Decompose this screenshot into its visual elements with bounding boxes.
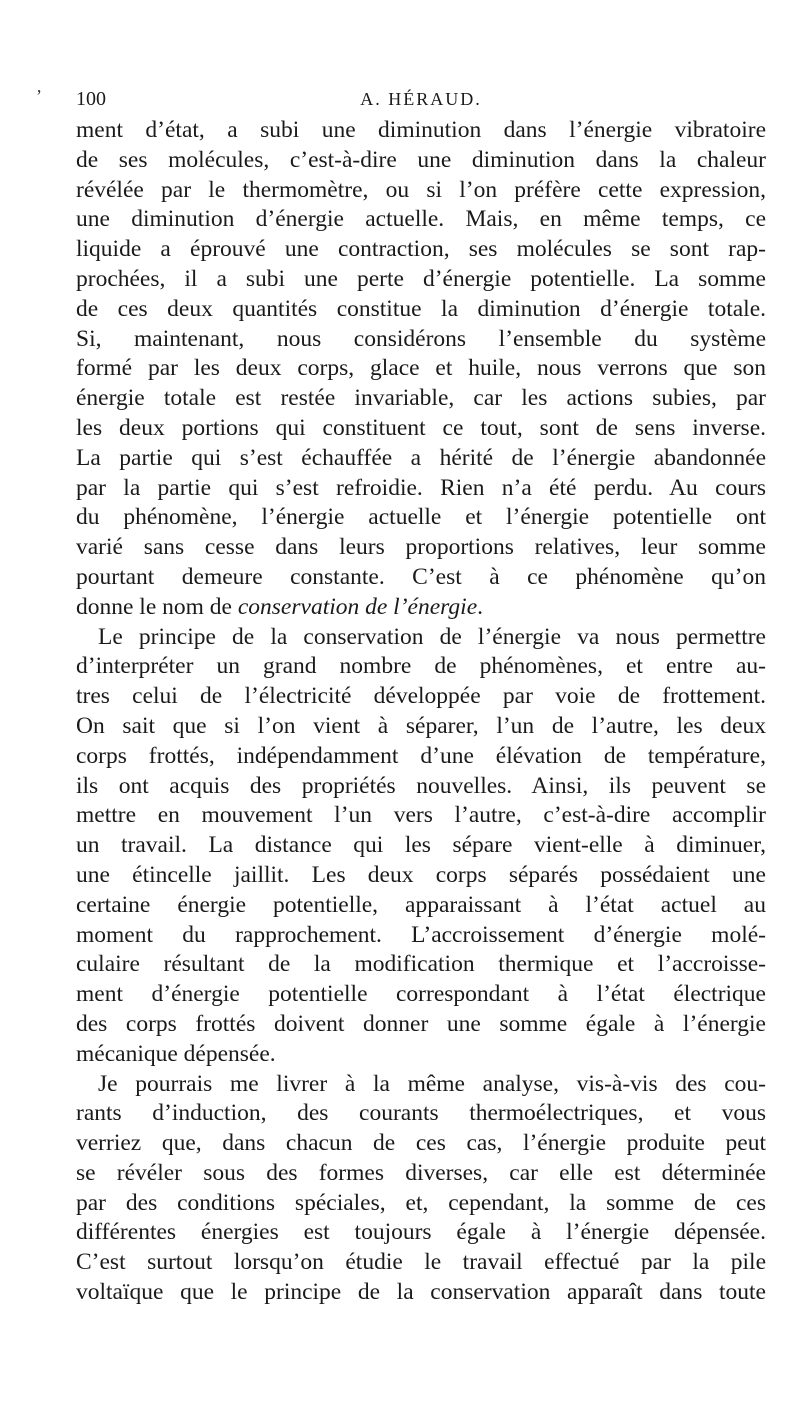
text-run: donne le nom de bbox=[76, 593, 238, 620]
text-line: énergie totale est restée invariable, car les actions subies, par bbox=[76, 385, 766, 412]
text-line: La partie qui s’est échauffée a hérité de l’énergie abandonnée bbox=[76, 444, 766, 471]
text-run: . bbox=[477, 593, 484, 620]
text-line: se révéler sous des formes diverses, car elle est déterminée bbox=[76, 1159, 766, 1186]
italic-term: conservation de l’énergie bbox=[237, 593, 478, 620]
text-line: On sait que si l’on vient à séparer, l’un de l’autre, les deux bbox=[76, 712, 766, 739]
text-line bbox=[76, 593, 766, 623]
text-line: du phénomène, l’énergie actuelle et l’énergie potentielle ont bbox=[76, 504, 766, 531]
text-line: par des conditions spéciales, et, cependant, la somme de ces bbox=[76, 1189, 766, 1216]
text-line: varié sans cesse dans leurs proportions relatives, leur somme bbox=[76, 534, 766, 561]
text-line: un travail. La distance qui les sépare vient-elle à diminuer, bbox=[76, 832, 766, 859]
text-line: Je pourrais me livrer à la même analyse, vis-à-vis des cou- bbox=[98, 1070, 766, 1097]
text-line: liquide a éprouvé une contraction, ses molécules se sont rap- bbox=[76, 236, 766, 263]
text-line: ment d’état, a subi une diminution dans l’énergie vibratoire bbox=[76, 117, 766, 143]
text-line: une diminution d’énergie actuelle. Mais, en même temps, ce bbox=[76, 206, 766, 233]
text-line: mécanique dépensée. bbox=[76, 1040, 276, 1067]
text-line: révélée par le thermomètre, ou si l’on préfère cette expression, bbox=[76, 176, 766, 203]
text-line: prochées, il a subi une perte d’énergie potentielle. La somme bbox=[76, 265, 766, 292]
text-line: ment d’énergie potentielle correspondant à l’état électrique bbox=[76, 981, 766, 1008]
text-line: des corps frottés doivent donner une somme égale à l’énergie bbox=[76, 1010, 766, 1037]
text-line: culaire résultant de la modification thermique et l’accroisse- bbox=[76, 951, 766, 978]
text-line: voltaïque que le principe de la conservation apparaît dans toute bbox=[76, 1279, 766, 1306]
text-line: Si, maintenant, nous considérons l’ensemble du système bbox=[76, 325, 766, 352]
paragraph-3 bbox=[76, 1070, 766, 1308]
text-line: les deux portions qui constituent ce tout, sont de sens inverse. bbox=[76, 414, 766, 441]
text-line: mettre en mouvement l’un vers l’autre, c’est-à-dire accomplir bbox=[76, 802, 766, 829]
page-number: 100 bbox=[76, 88, 106, 110]
running-title: A. HÉRAUD. bbox=[360, 89, 482, 109]
text-line: pourtant demeure constante. C’est à ce phénomène qu’on bbox=[76, 563, 766, 590]
text-line: de ses molécules, c’est-à-dire une diminution dans la chaleur bbox=[76, 146, 766, 173]
text-line: certaine énergie potentielle, apparaissant à l’état actuel au bbox=[76, 891, 766, 918]
text-line: rants d’induction, des courants thermoélectriques, et vous bbox=[76, 1100, 766, 1127]
margin-mark: ’ bbox=[36, 86, 42, 106]
body-text bbox=[76, 116, 766, 1308]
text-line: d’interpréter un grand nombre de phénomènes, et entre au- bbox=[76, 653, 766, 680]
text-line: formé par les deux corps, glace et huile, nous verrons que son bbox=[76, 355, 766, 382]
text-line: différentes énergies est toujours égale à l’énergie dépensée. bbox=[76, 1219, 766, 1246]
text-line: par la partie qui s’est refroidie. Rien n’a été perdu. Au cours bbox=[76, 474, 766, 501]
text-line: ils ont acquis des propriétés nouvelles. Ainsi, ils peuvent se bbox=[76, 772, 766, 799]
text-line: Le principe de la conservation de l’énergie va nous permettre bbox=[98, 623, 766, 650]
paragraph-2 bbox=[76, 623, 766, 1070]
page bbox=[76, 84, 766, 1308]
text-line: moment du rapprochement. L’accroissement d’énergie molé- bbox=[76, 921, 766, 948]
text-line: C’est surtout lorsqu’on étudie le travail effectué par la pile bbox=[76, 1249, 766, 1276]
text-line: de ces deux quantités constitue la diminution d’énergie totale. bbox=[76, 295, 766, 322]
paragraph-1 bbox=[76, 116, 766, 623]
running-head bbox=[76, 84, 766, 114]
text-line: corps frottés, indépendamment d’une élévation de température, bbox=[76, 742, 766, 769]
text-line: verriez que, dans chacun de ces cas, l’énergie produite peut bbox=[76, 1130, 766, 1157]
text-line: tres celui de l’électricité développée par voie de frottement. bbox=[76, 683, 766, 710]
text-line: une étincelle jaillit. Les deux corps séparés possédaient une bbox=[76, 861, 766, 888]
